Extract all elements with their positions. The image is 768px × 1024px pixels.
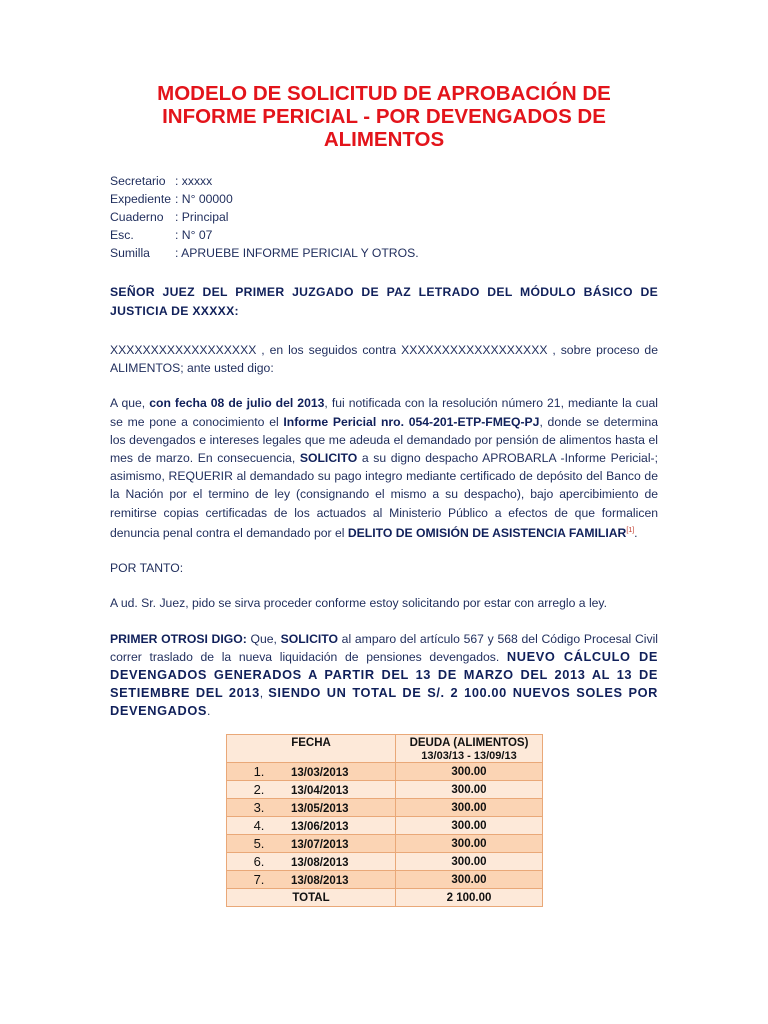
table-row <box>227 799 543 817</box>
total-value: 2 100.00 <box>396 889 543 907</box>
meta-key: Expediente <box>110 192 171 206</box>
table-row <box>227 853 543 871</box>
header-deuda <box>396 735 543 763</box>
row-date-cell <box>227 817 396 835</box>
document-page <box>110 82 658 721</box>
main-paragraph <box>110 394 658 542</box>
row-date-cell <box>227 835 396 853</box>
otrosi-heading: PRIMER OTROSI DIGO: <box>110 631 247 646</box>
addressee: SEÑOR JUEZ DEL PRIMER JUZGADO DE PAZ LETRADO DEL MÓDULO BÁSICO DE JUSTICIA DE XXXXX: <box>110 285 658 318</box>
row-date-cell <box>227 781 396 799</box>
row-number: 3. <box>253 800 265 815</box>
text-run: al amparo del artículo 567 y 568 del Código Procesal Civil correr traslado de la nueva liquidación de pensiones devengados. <box>110 631 658 664</box>
document-title: MODELO DE SOLICITUD DE APROBACIÓN DE INFORME PERICIAL - POR DEVENGADOS DE ALIMENTOS <box>157 82 611 151</box>
row-date-cell <box>227 799 396 817</box>
row-date: 13/03/2013 <box>291 767 349 779</box>
row-date-cell <box>227 871 396 889</box>
meta-value: : N° 00000 <box>175 192 233 206</box>
meta-value: : APRUEBE INFORME PERICIAL Y OTROS. <box>175 246 419 260</box>
text-run: Que, <box>246 631 281 646</box>
row-date: 13/07/2013 <box>291 839 349 851</box>
header-fecha: FECHA <box>227 735 396 763</box>
row-number: 5. <box>253 836 265 851</box>
header-deuda-period: 13/03/13 - 13/09/13 <box>421 750 517 762</box>
row-date: 13/08/2013 <box>291 875 349 887</box>
row-date: 13/08/2013 <box>291 857 349 869</box>
row-number: 6. <box>253 854 265 869</box>
table-row <box>227 781 543 799</box>
table-total-row <box>227 889 543 907</box>
meta-row <box>110 226 658 244</box>
table-row <box>227 871 543 889</box>
text-run: , <box>259 686 269 701</box>
table-header-row <box>227 735 543 763</box>
header-deuda-label: DEUDA (ALIMENTOS) <box>409 737 529 749</box>
text-run: A que, <box>110 396 150 411</box>
solicito-keyword: SOLICITO <box>299 451 358 466</box>
row-amount: 300.00 <box>396 871 543 889</box>
text-run: . <box>634 525 638 540</box>
row-date: 13/06/2013 <box>291 821 349 833</box>
intro-paragraph: XXXXXXXXXXXXXXXXXX , en los seguidos contra XXXXXXXXXXXXXXXXXX , sobre proceso de ALIMENTOS; ante usted digo: <box>110 343 658 376</box>
row-amount: 300.00 <box>396 853 543 871</box>
row-amount: 300.00 <box>396 835 543 853</box>
row-amount: 300.00 <box>396 781 543 799</box>
row-date: 13/05/2013 <box>291 803 349 815</box>
meta-row <box>110 208 658 226</box>
row-amount: 300.00 <box>396 817 543 835</box>
meta-key: Sumilla <box>110 246 150 260</box>
table-row <box>227 835 543 853</box>
row-number: 4. <box>253 818 265 833</box>
por-tanto: POR TANTO: <box>110 561 184 576</box>
report-reference: Informe Pericial nro. 054-201-ETP-FMEQ-PJ <box>283 414 540 429</box>
meta-row <box>110 190 658 208</box>
table-row <box>227 817 543 835</box>
text-run: . <box>207 704 211 719</box>
text-run: a su digno despacho APROBARLA -Informe Pericial-; asimismo, REQUERIR al demandado su pago integro mediante certificado de depósito del Banco de la Nación por el termino de ley (consignando el mismo a su despacho), bajo apercibimiento de remitirse copias certificadas de los actuados al Ministerio Público a efectos de que formalicen denuncia penal contra el demandado por el <box>110 451 658 540</box>
solicito-keyword: SOLICITO <box>280 631 338 646</box>
row-date-cell <box>227 763 396 781</box>
meta-key: Esc. <box>110 228 134 242</box>
otrosi-paragraph <box>110 630 658 721</box>
row-number: 1. <box>253 764 265 779</box>
petition-paragraph: A ud. Sr. Juez, pido se sirva proceder conforme estoy solicitando por estar con arreglo a ley. <box>110 596 608 611</box>
meta-key: Cuaderno <box>110 210 164 224</box>
footnote-link[interactable]: [1] <box>626 526 635 534</box>
total-label: TOTAL <box>227 889 396 907</box>
crime-name: DELITO DE OMISIÓN DE ASISTENCIA FAMILIAR <box>347 525 627 540</box>
debt-table <box>226 734 543 907</box>
meta-row <box>110 172 658 190</box>
meta-row <box>110 244 658 262</box>
meta-key: Secretario <box>110 174 166 188</box>
meta-value: : N° 07 <box>175 228 213 242</box>
row-amount: 300.00 <box>396 763 543 781</box>
row-date: 13/04/2013 <box>291 785 349 797</box>
row-amount: 300.00 <box>396 799 543 817</box>
text-run: , fui notificada con la resolución número 21, mediante la cual se me pone a conocimiento el <box>110 396 658 429</box>
total-statement: SIENDO UN TOTAL DE S/. 2 100.00 NUEVOS SOLES POR DEVENGADOS <box>110 685 658 719</box>
table-row <box>227 763 543 781</box>
meta-value: : xxxxx <box>175 174 213 188</box>
meta-value: : Principal <box>175 210 229 224</box>
case-metadata <box>110 172 658 262</box>
text-run: , donde se determina los devengados e intereses legales que me adeuda el demandado por pensión de alimentos hasta el mes de marzo. En consecuencia, <box>110 414 658 466</box>
row-number: 2. <box>253 782 265 797</box>
row-number: 7. <box>253 872 265 887</box>
row-date-cell <box>227 853 396 871</box>
new-calculation: NUEVO CÁLCULO DE DEVENGADOS GENERADOS A PARTIR DEL 13 DE MARZO DEL 2013 AL 13 DE SETIEMBRE DEL 2013 <box>110 648 658 701</box>
notification-date: con fecha 08 de julio del 2013 <box>149 396 325 411</box>
